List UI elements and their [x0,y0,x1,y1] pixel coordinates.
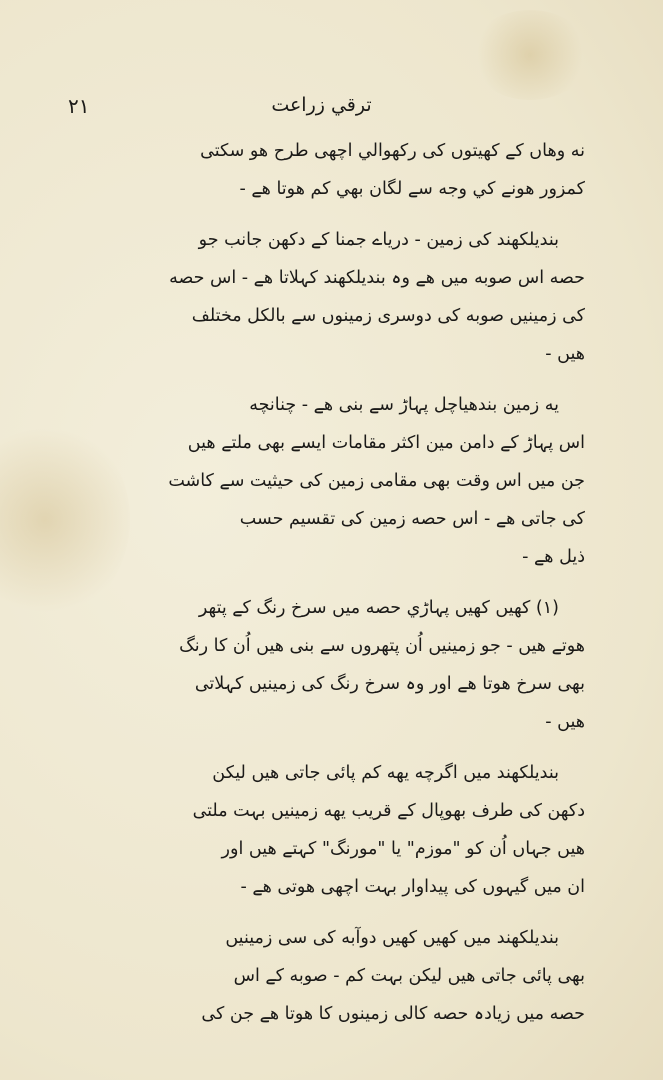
text-line: نه وهاں کے کهیتوں کی رکهوالي اچهی طرح هو سکتی [200,141,585,161]
text-line: کمزور هونے کي وجه سے لگان بهي کم هوتا هے - [239,179,585,199]
text-line: بهی سرخ هوتا هے اور وہ سرخ رنگ کی زمینیں کہلاتی [194,674,585,694]
text-line: ان میں گیہوں کی پیداوار بہت اچهی هوتی هے - [240,877,585,897]
paragraph [62,754,585,906]
text-line: حصه اس صوبه میں هے وہ بندیلکهند کہلاتا هے - اس حصه [169,268,585,288]
page-header [60,94,583,124]
text-line: کی جاتی هے - اس حصه زمین کی تقسیم حسب [239,509,585,529]
paper-stain [470,10,590,100]
text-line: بندیلکهند میں کهیں کهیں دوآبه کی سی زمینیں [225,928,559,948]
text-line: ذیل هے - [522,547,585,567]
text-line: دکهن کی طرف بهوپال کے قریب یهه زمینیں بہت ملتی [192,801,585,821]
paragraph [62,386,585,576]
text-line: بندیلکهند کی زمین - دریاے جمنا کے دکهن جانب جو [198,230,559,250]
page-number: ۲۱ [68,94,90,118]
text-line: هیں - [545,712,585,732]
text-line: یه زمین بندهیاچل پہاڑ سے بنی هے - چنانچه [249,395,559,415]
text-line: حصه میں زیادہ حصه کالی زمینوں کا هوتا هے جن کی [201,1004,585,1024]
paragraph [62,919,585,1033]
text-line: بهی پائی جاتی هیں لیکن بہت کم - صوبه کے اس [233,966,585,986]
text-line: هیں جہاں اُن کو "موزم" یا "مورنگ" کہتے هیں اور [221,839,585,859]
text-line: هوتے هیں - جو زمینیں اُن پتهروں سے بنی هیں اُن کا رنگ [179,636,585,656]
text-line: بندیلکهند میں اگرچه یهه کم پائی جاتی هیں لیکن [212,763,559,783]
text-line: کی زمینیں صوبه کی دوسری زمینوں سے بالکل مختلف [191,306,585,326]
text-line: هیں - [545,344,585,364]
text-line: جن میں اس وقت بهی مقامی زمین کی حیثیت سے کاشت [168,471,585,491]
running-title: ترقي زراعت [271,94,372,116]
text-line: (۱) کهیں کهیں پہاڑي حصه میں سرخ رنگ کے پتهر [198,598,559,618]
paragraph [62,132,585,208]
paragraph [62,589,585,741]
body-text [62,132,585,1046]
text-line: اس پہاڑ کے دامن مین اکثر مقامات ایسے بهی ملتے هیں [187,433,585,453]
paragraph [62,221,585,373]
